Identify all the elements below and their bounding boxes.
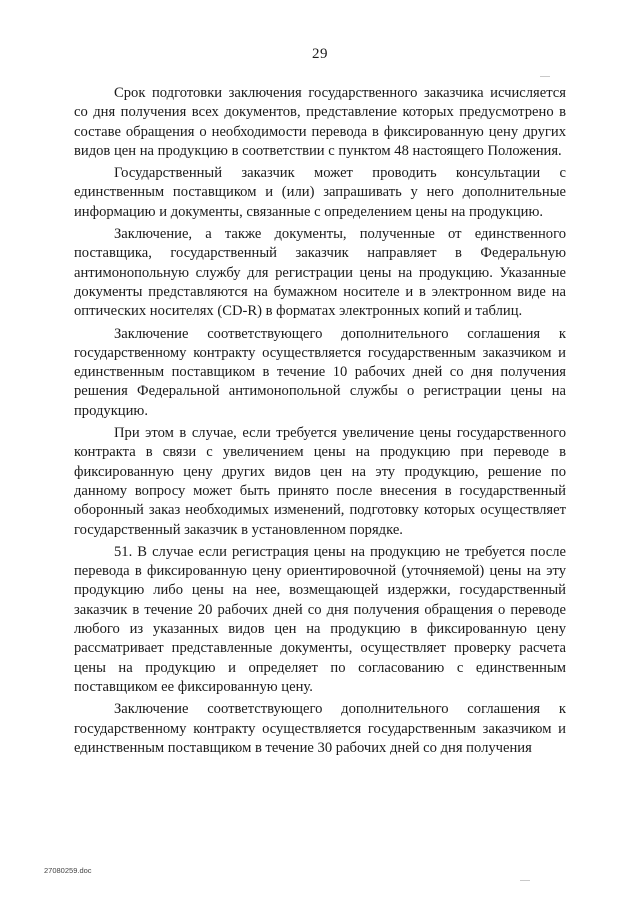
document-body — [74, 84, 566, 761]
scan-artifact-bottom — [520, 880, 530, 881]
paragraph-item-51: 51. В случае если регистрация цены на продукцию не требуется после перевода в фиксированную цену ориентировочной (уточняемой) цены на эту продукцию либо цены на нее, возмещающей издержки, государственный заказчик в течение 20 рабочих дней со дня получения обращения о переводе любого из указанных видов цен на продукцию в фиксированную цену рассматривает представленные документы, осуществляет проверку расчета цены на продукцию и определяет по согласованию с единственным поставщиком ее фиксированную цену. — [74, 543, 566, 695]
paragraph-supplementary-agreement-10: Заключение соответствующего дополнительного соглашения к государственному контракту осуществляется государственным заказчиком и единственным поставщиком в течение 10 рабочих дней со дня получения решения Федеральной антимонопольной службы о регистрации цены на продукцию. — [74, 325, 566, 419]
paragraph-submission-fas: Заключение, а также документы, полученные от единственного поставщика, государственный заказчик направляет в Федеральную антимонопольную службу для регистрации цены на продукцию. Указанные документы представляются на бумажном носителе и в электронном виде на оптических носителях (CD-R) в форматах электронных копий и таблиц. — [74, 226, 566, 320]
footer-file-code: 27080259.doc — [44, 866, 92, 875]
scan-artifact-top — [540, 76, 550, 77]
paragraph-supplementary-agreement-30: Заключение соответствующего дополнительного соглашения к государственному контракту осуществляется государственным заказчиком и единственным поставщиком в течение 30 рабочих дней со дня получения — [74, 701, 566, 756]
paragraph-review-period: Срок подготовки заключения государственного заказчика исчисляется со дня получения всех документов, представление которых предусмотрено в составе обращения о необходимости перевода в фиксированную цену других видов цен на продукцию в соответствии с пунктом 48 настоящего Положения. — [74, 85, 566, 159]
page-number: 29 — [312, 46, 328, 62]
paragraph-consultations: Государственный заказчик может проводить консультации с единственным поставщиком и (или) запрашивать у него дополнительные информацию и документы, связанные с определением цены на продукцию. — [74, 165, 566, 220]
paragraph-price-increase: При этом в случае, если требуется увеличение цены государственного контракта в связи с увеличением цены на продукцию при переводе в фиксированную цену других видов цен на эту продукцию, решение по данному вопросу может быть принято после внесения в государственный оборонный заказ необходимых изменений, подготовку которых осуществляет государственный заказчик в установленном порядке. — [74, 425, 566, 538]
